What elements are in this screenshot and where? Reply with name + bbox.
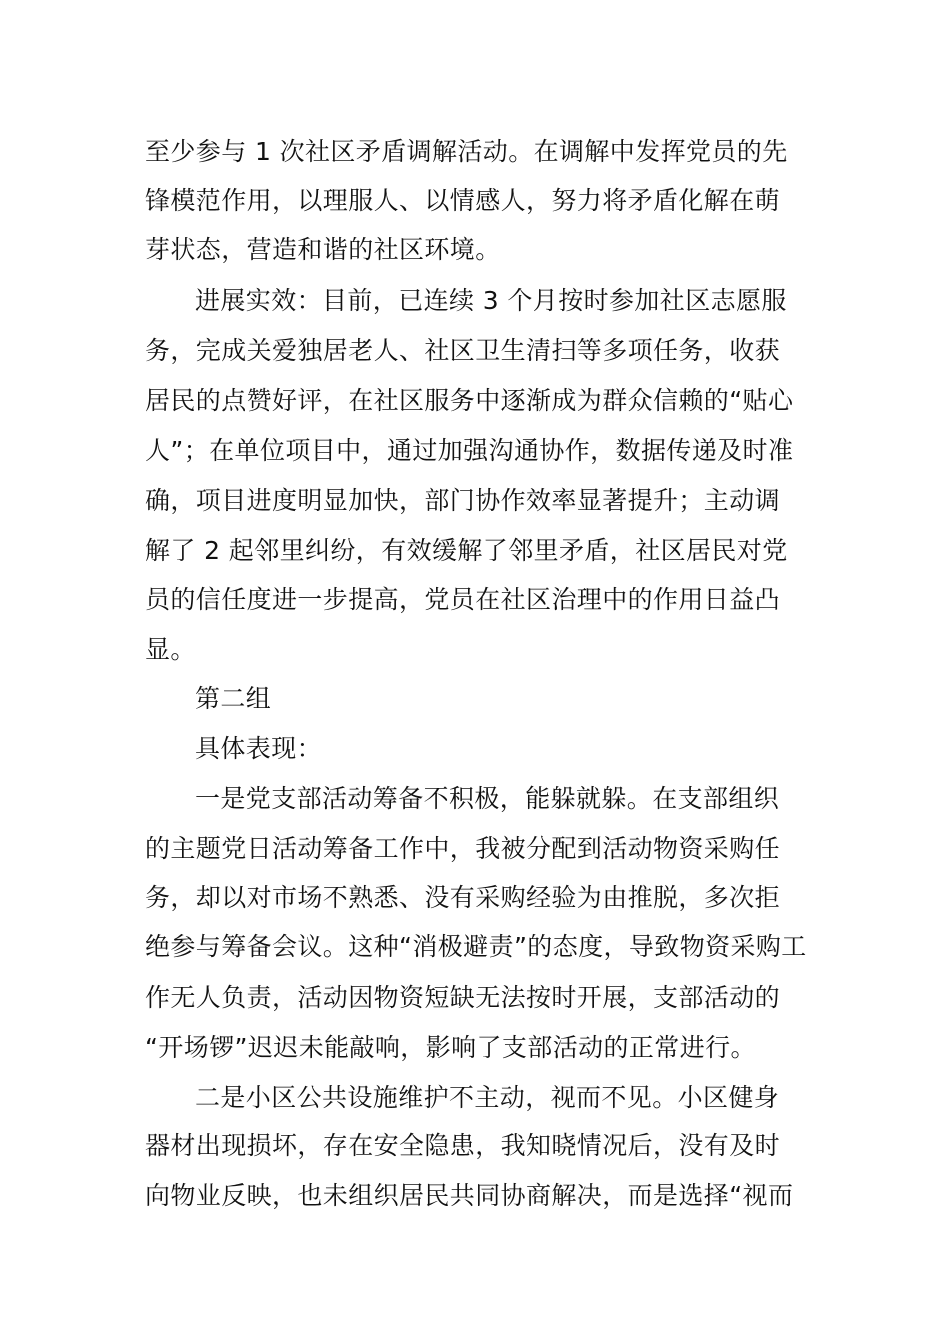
paragraph-start-line: 一是党支部活动筹备不积极，能躲就躲。在支部组织 — [195, 784, 780, 813]
paragraph-start-line: 进展实效：目前，已连续 3 个月按时参加社区志愿服 — [195, 286, 787, 315]
text-line: 务，却以对市场不熟悉、没有采购经验为由推脱，多次拒 — [145, 883, 781, 912]
text-line: 作无人负责，活动因物资短缺无法按时开展，支部活动的 — [145, 983, 781, 1012]
text-line: 绝参与筹备会议。这种“消极避责”的态度，导致物资采购工 — [145, 932, 807, 961]
text-line: 务，完成关爱独居老人、社区卫生清扫等多项任务，收获 — [145, 336, 781, 365]
text-line: 的主题党日活动筹备工作中，我被分配到活动物资采购任 — [145, 834, 781, 863]
section-heading: 第二组 — [195, 684, 272, 713]
text-line: 人”；在单位项目中，通过加强沟通协作，数据传递及时准 — [145, 436, 794, 465]
text-line: 显。 — [145, 635, 196, 664]
text-line: 器材出现损坏，存在安全隐患，我知晓情况后，没有及时 — [145, 1131, 781, 1160]
text-line: 员的信任度进一步提高，党员在社区治理中的作用日益凸 — [145, 585, 781, 614]
text-line: 确，项目进度明显加快，部门协作效率显著提升；主动调 — [145, 486, 781, 515]
text-line: 芽状态，营造和谐的社区环境。 — [145, 235, 501, 264]
paragraph-start-line: 二是小区公共设施维护不主动，视而不见。小区健身 — [195, 1083, 780, 1112]
text-line: 向物业反映，也未组织居民共同协商解决，而是选择“视而 — [145, 1181, 794, 1210]
text-line: 至少参与 1 次社区矛盾调解活动。在调解中发挥党员的先 — [145, 137, 788, 166]
text-line: 居民的点赞好评，在社区服务中逐渐成为群众信赖的“贴心 — [145, 386, 794, 415]
text-line: 解了 2 起邻里纠纷，有效缓解了邻里矛盾，社区居民对党 — [145, 536, 788, 565]
text-line: “开场锣”迟迟未能敲响，影响了支部活动的正常进行。 — [145, 1033, 756, 1062]
text-line: 锋模范作用，以理服人、以情感人，努力将矛盾化解在萌 — [145, 186, 781, 215]
subheading: 具体表现： — [195, 734, 323, 763]
